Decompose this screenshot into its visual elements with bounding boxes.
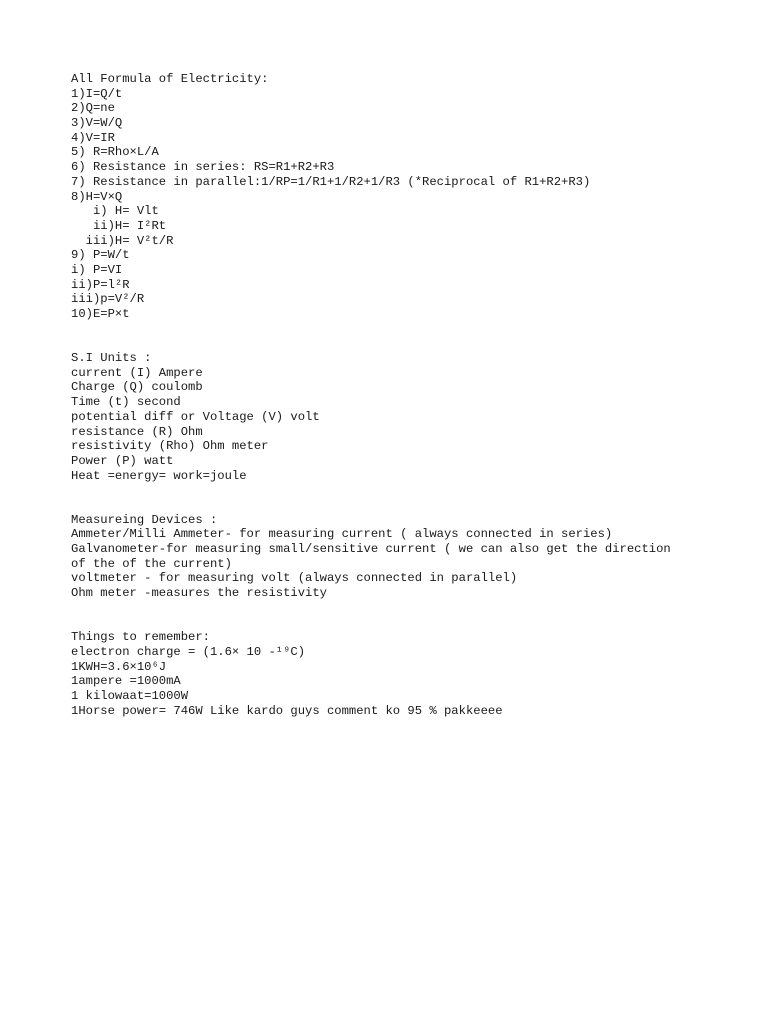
remember-line: 1 kilowaat=1000W [71, 688, 189, 703]
device-line: Ammeter/Milli Ammeter- for measuring current ( always connected in series) [71, 527, 613, 542]
spacer [71, 322, 731, 337]
unit-line: resistance (R) Ohm [71, 424, 203, 439]
formula-line: iii)p=V²/R [71, 292, 145, 307]
si-units-section [71, 351, 731, 483]
formula-line: 9) P=W/t [71, 248, 130, 263]
formula-line: i) H= Vlt [71, 204, 159, 219]
section-title-remember: Things to remember: [71, 630, 210, 645]
unit-line: Power (P) watt [71, 453, 174, 468]
remember-line: electron charge = (1.6× 10 -¹⁹C) [71, 644, 306, 659]
formulas-section [71, 72, 731, 322]
section-title-devices: Measureing Devices : [71, 512, 218, 527]
formula-line: 10)E=P×t [71, 307, 130, 321]
spacer [71, 336, 731, 351]
spacer [71, 601, 731, 616]
device-line: voltmeter - for measuring volt (always connected in parallel) [71, 571, 518, 586]
spacer [71, 483, 731, 498]
unit-line: Heat =energy= work=joule [71, 468, 247, 483]
remember-line: 1ampere =1000mA [71, 674, 181, 689]
formula-line: 3)V=W/Q [71, 116, 123, 131]
formula-line: i) P=VI [71, 262, 123, 277]
formula-line: 5) R=Rho×L/A [71, 145, 159, 160]
section-title-si-units: S.I Units : [71, 351, 152, 366]
spacer [71, 615, 731, 630]
spacer [71, 498, 731, 513]
formula-line: 7) Resistance in parallel:1/RP=1/R1+1/R2+1/R3 (*Reciprocal of R1+R2+R3) [71, 174, 591, 189]
devices-section [71, 513, 731, 601]
formula-line: 2)Q=ne [71, 101, 115, 116]
document-page [71, 72, 731, 718]
section-title-formulas: All Formula of Electricity: [71, 72, 269, 86]
unit-line: potential diff or Voltage (V) volt [71, 409, 320, 424]
remember-line: 1KWH=3.6×10⁶J [71, 659, 167, 674]
unit-line: Time (t) second [71, 395, 181, 410]
formula-line: 6) Resistance in series: RS=R1+R2+R3 [71, 160, 335, 175]
formula-line: 8)H=V×Q [71, 189, 123, 204]
device-line: of the of the current) [71, 556, 232, 571]
device-line: Galvanometer-for measuring small/sensitive current ( we can also get the direction [71, 542, 671, 556]
device-line: Ohm meter -measures the resistivity [71, 586, 327, 601]
unit-line: current (I) Ampere [71, 365, 203, 380]
formula-line: ii)P=l²R [71, 277, 130, 292]
remember-section [71, 630, 731, 718]
unit-line: Charge (Q) coulomb [71, 380, 203, 395]
formula-line: 4)V=IR [71, 130, 115, 145]
remember-line: 1Horse power= 746W Like kardo guys comment ko 95 % pakkeeee [71, 703, 503, 718]
formula-line: 1)I=Q/t [71, 86, 123, 101]
formula-line: iii)H= V²t/R [71, 233, 174, 248]
formula-line: ii)H= I²Rt [71, 218, 167, 233]
unit-line: resistivity (Rho) Ohm meter [71, 439, 269, 454]
